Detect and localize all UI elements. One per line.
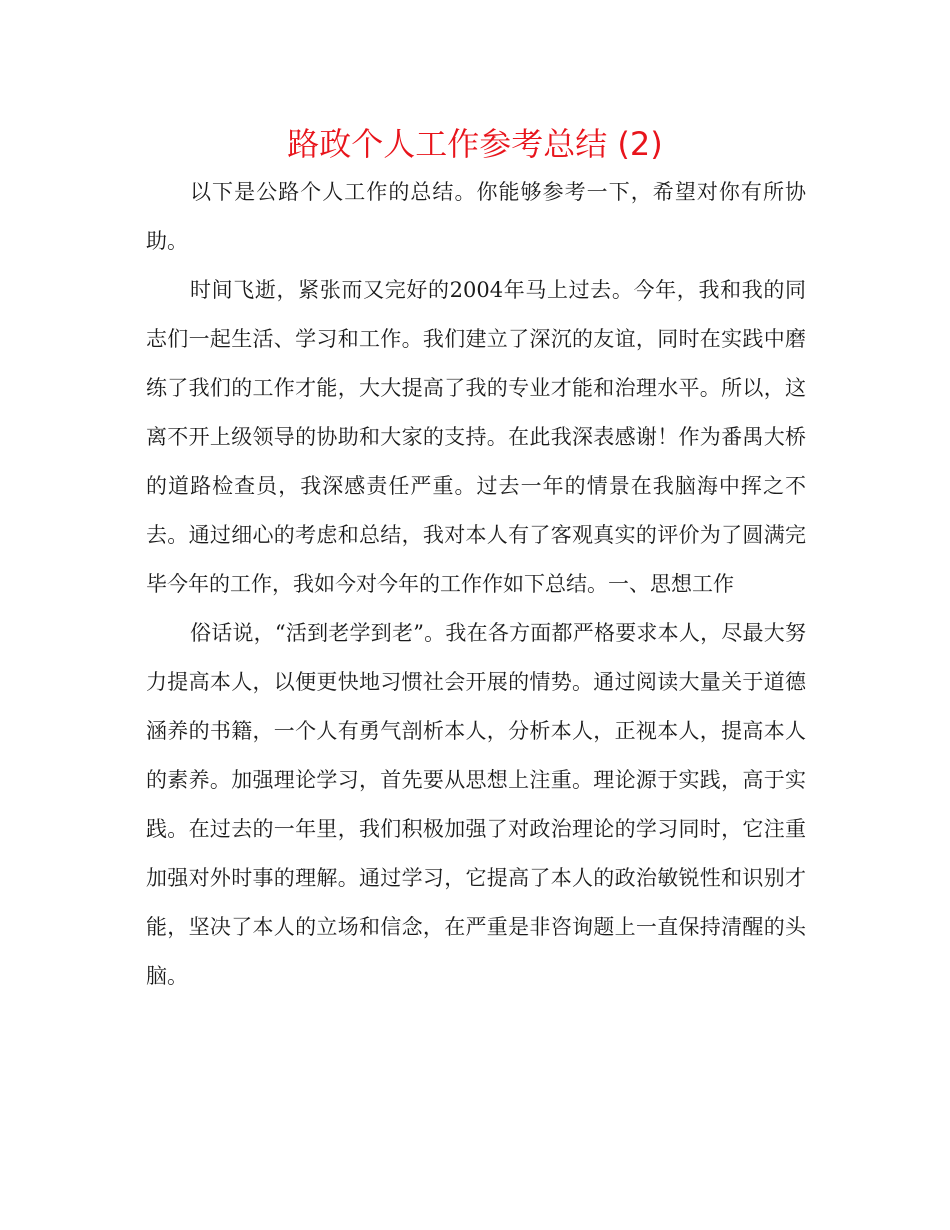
paragraph-summary: 时间飞逝，紧张而又完好的2004年马上过去。今年，我和我的同志们一起生活、学习和工作。我们建立了深沉的友谊，同时在实践中磨练了我们的工作才能，大大提高了我的专业才能和治理水平。所以，这离不开上级领导的协助和大家的支持。在此我深表感谢！作为番禺大桥的道路检查员，我深感责任严重。过去一年的情景在我脑海中挥之不去。通过细心的考虑和总结，我对本人有了客观真实的评价为了圆满完毕今年的工作，我如今对今年的工作作如下总结。一、思想工作 [146, 278, 806, 596]
paragraph-intro: 以下是公路个人工作的总结。你能够参考一下，希望对你有所协助。 [146, 180, 806, 253]
document-body [146, 168, 806, 1001]
paragraph-thought-work: 俗话说，“活到老学到老”。我在各方面都严格要求本人，尽最大努力提高本人，以便更快地习惯社会开展的情势。通过阅读大量关于道德涵养的书籍，一个人有勇气剖析本人，分析本人，正视本人，提高本人的素养。加强理论学习，首先要从思想上注重。理论源于实践，高于实践。在过去的一年里，我们积极加强了对政治理论的学习同时，它注重加强对外时事的理解。通过学习，它提高了本人的政治敏锐性和识别才能，坚决了本人的立场和信念，在严重是非咨询题上一直保持清醒的头脑。 [146, 621, 806, 988]
document-title: 路政个人工作参考总结 (2) [287, 125, 663, 163]
